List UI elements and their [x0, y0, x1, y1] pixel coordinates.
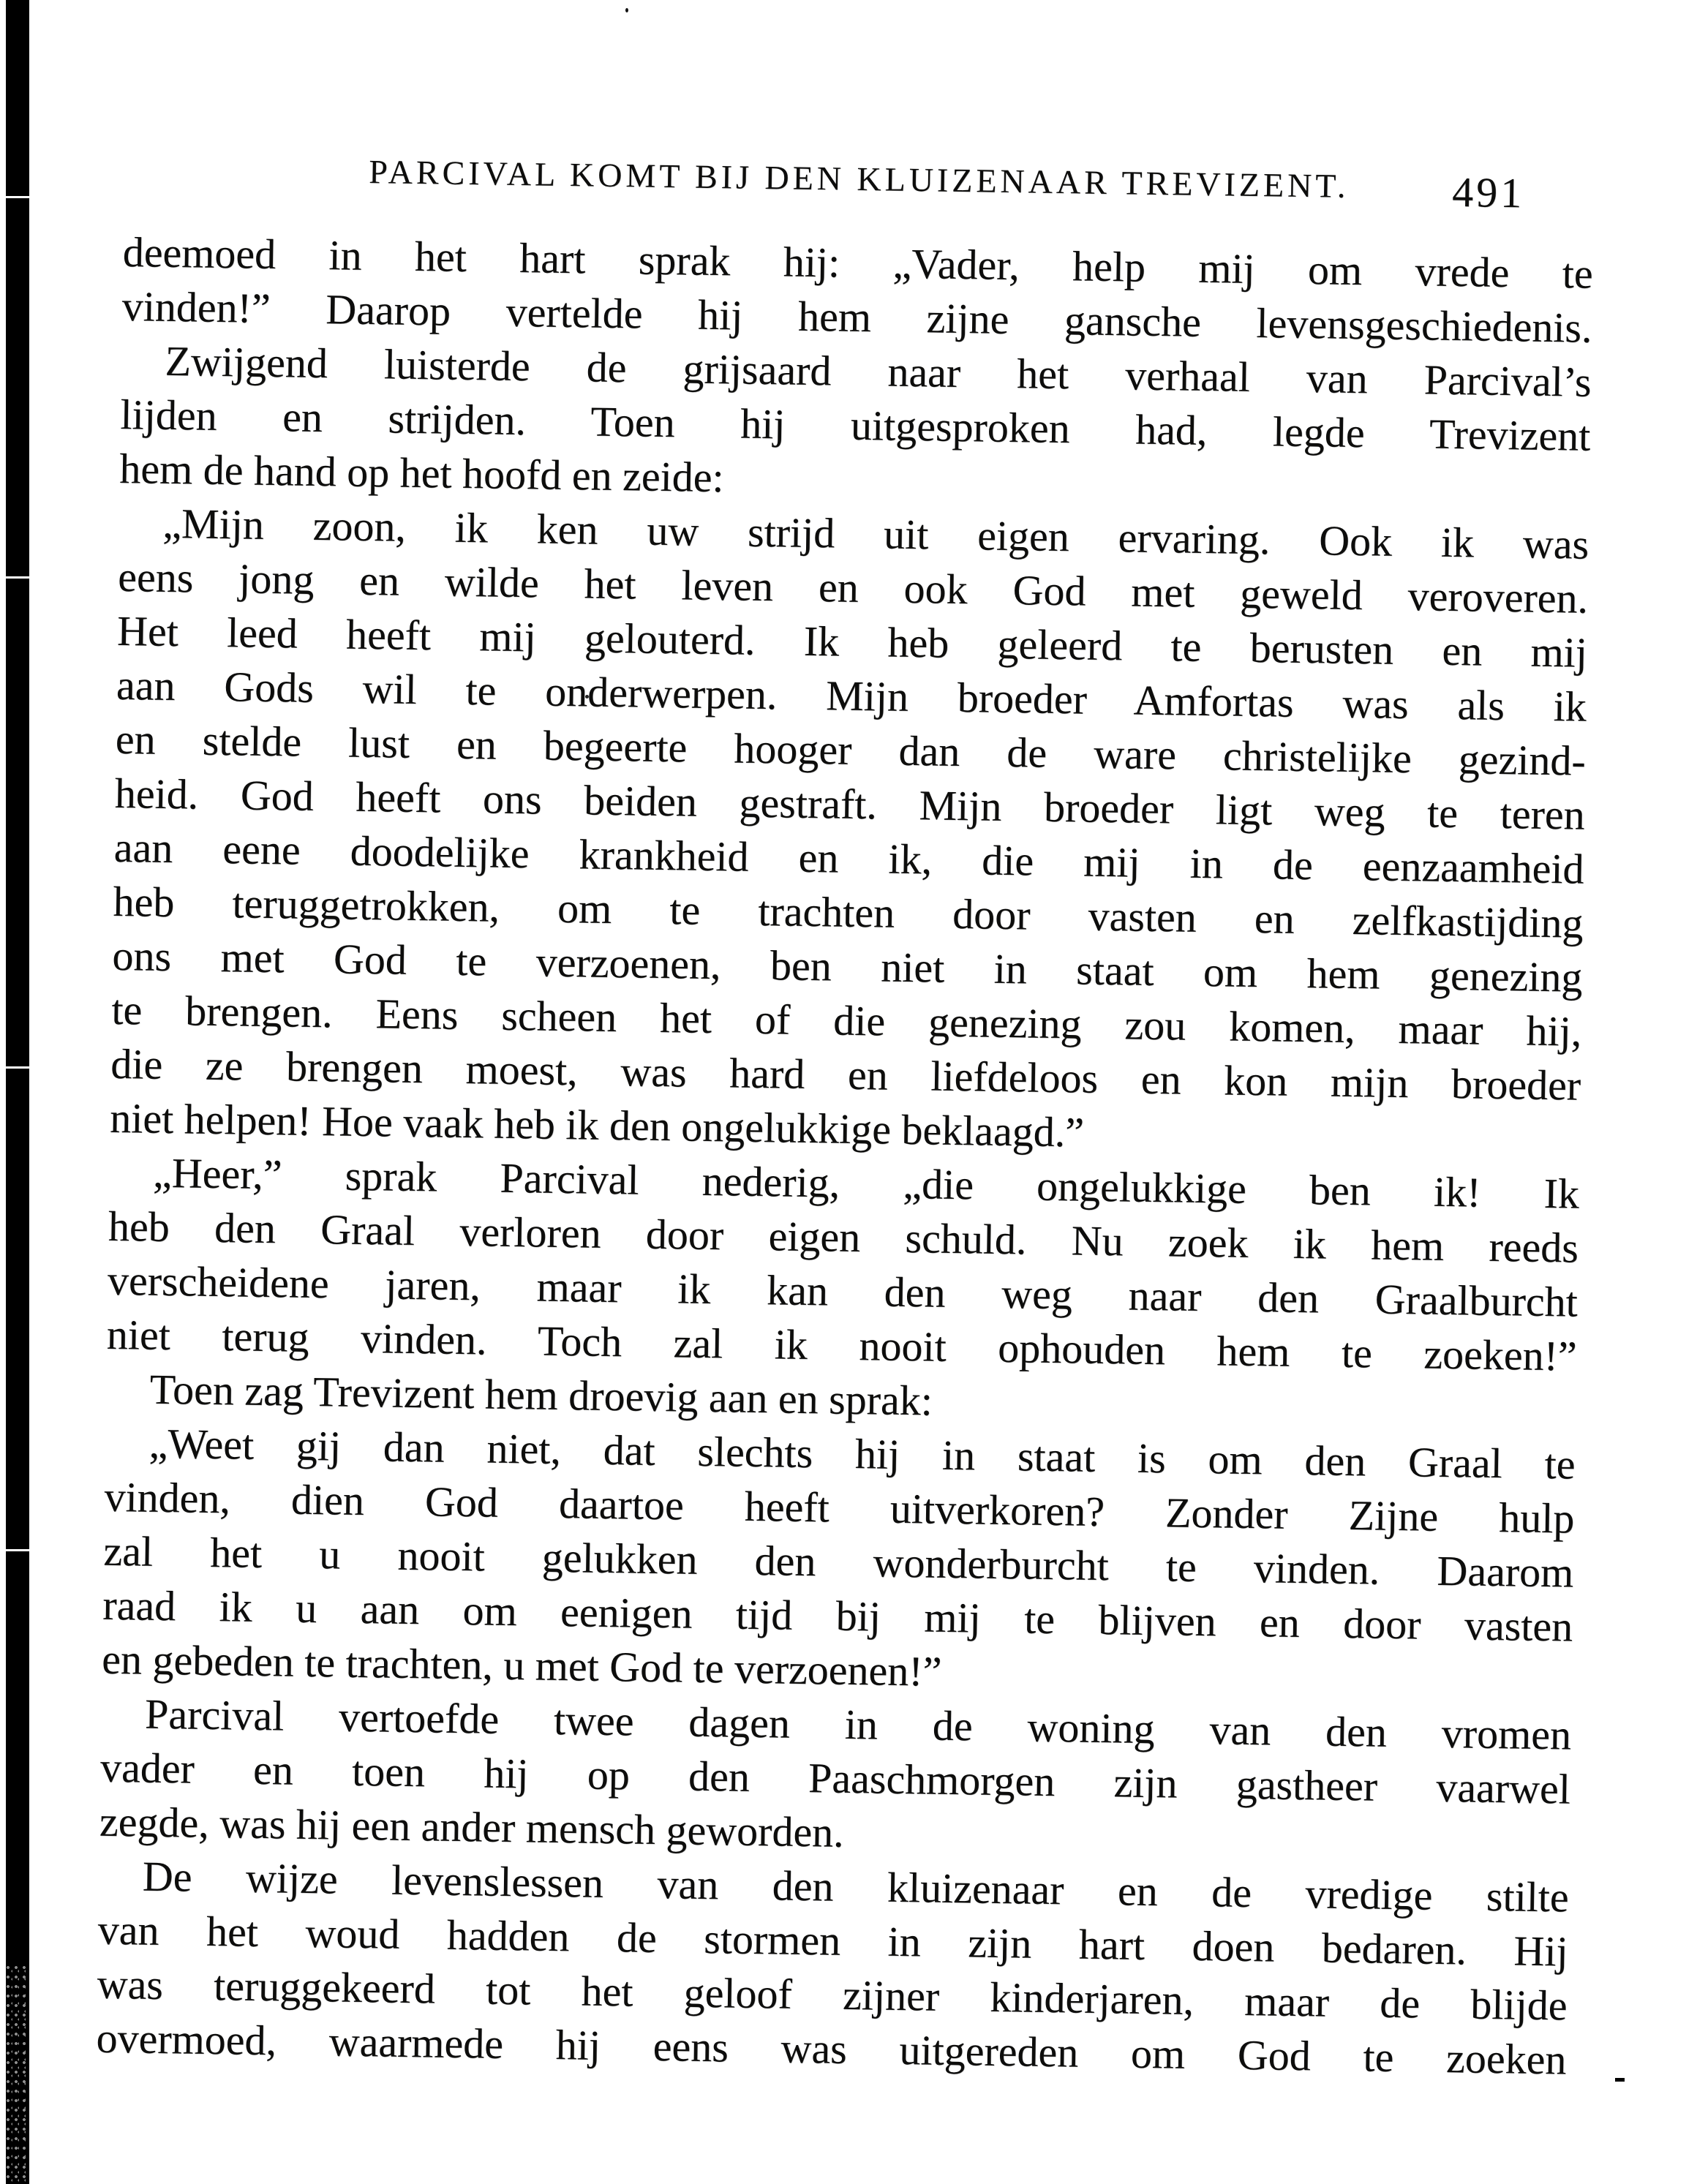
text-line: zegde, was hij een ander mensch geworden. [99, 1797, 845, 1856]
text-line: raad ik u aan om eenigen tijd bij mij te blijven en door vasten [102, 1581, 1573, 1651]
text-line: Parcival vertoefde twee dagen in de woning van den vromen [144, 1690, 1572, 1759]
text-line: Het leed heeft mij gelouterd. Ik heb geleerd te berusten en mij [116, 606, 1588, 677]
scan-speck [625, 8, 628, 12]
text-line: niet terug vinden. Toch zal ik nooit ophouden hem te zoeken!” [106, 1310, 1578, 1380]
text-line: heid. God heeft ons beiden gestraft. Mijn broeder ligt weg te teren [114, 769, 1586, 839]
text-line: De wijze levenslessen van den kluizenaar en de vredige stilte [142, 1852, 1570, 1921]
text-line: „Weet gij dan niet, dat slechts hij in staat is om den Graal te [148, 1419, 1576, 1488]
text-line: lijden en strijden. Toen hij uitgesproken had, legde Trevizent [120, 390, 1591, 460]
text-line: vinden, dien God daartoe heeft uitverkoren? Zonder Zijne hulp [104, 1472, 1575, 1543]
scan-dash-artifact [1615, 2078, 1625, 2082]
text-line: „Mijn zoon, ik ken uw strijd uit eigen ervaring. Ook ik was [162, 499, 1589, 568]
text-line: heb teruggetrokken, om te trachten door vasten en zelfkastijding [113, 877, 1584, 947]
text-line: die ze brengen moest, was hard en liefdeloos en kon mijn broeder [110, 1039, 1581, 1110]
scan-edge-artifact [6, 0, 29, 2184]
text-line: deemoed in het hart sprak hij: „Vader, help mij om vrede te [122, 227, 1594, 298]
page-header [124, 146, 1595, 217]
text-line: verscheidene jaren, maar ik kan den weg naar den Graalburcht [107, 1256, 1579, 1326]
text-line: aan eene doodelijke krankheid en ik, die mij in de eenzaamheid [113, 823, 1585, 893]
text-line: aan Gods wil te onderwerpen. Mijn broeder Amfortas was als ik [116, 660, 1587, 731]
text-line: hem de hand op het hoofd en zeide: [118, 444, 725, 502]
text-line: ons met God te verzoenen, ben niet in staat om hem genezing [112, 931, 1583, 1001]
body-text [96, 225, 1593, 2087]
text-line: overmoed, waarmede hij eens was uitgereden om God te zoeken [96, 2014, 1567, 2084]
page-number: 491 [1451, 167, 1525, 217]
text-line: zal het u nooit gelukken den wonderburcht te vinden. Daarom [103, 1526, 1574, 1597]
text-line: vinden!” Daarop vertelde hij hem zijne gansche levensgeschiedenis. [121, 282, 1593, 352]
text-line: „Heer,” sprak Parcival nederig, „die ongelukkige ben ik! Ik [152, 1148, 1580, 1218]
text-line: te brengen. Eens scheen het of die genezing zou komen, maar hij, [111, 985, 1582, 1055]
text-line: en stelde lust en begeerte hooger dan de ware christelijke gezind- [115, 715, 1587, 785]
text-line: vader en toen hij op den Paaschmorgen zijn gastheer vaarwel [99, 1743, 1571, 1813]
text-line: eens jong en wilde het leven en ook God met geweld veroveren. [117, 552, 1589, 622]
text-line: van het woud hadden de stormen in zijn hart doen bedaren. Hij [97, 1905, 1569, 1976]
text-line: en gebeden te trachten, u met God te verzoenen!” [101, 1635, 942, 1695]
text-line: heb den Graal verloren door eigen schuld. Nu zoek ik hem reeds [108, 1202, 1579, 1272]
text-line: niet helpen! Hoe vaak heb ik den ongelukkige beklaagd.” [109, 1093, 1085, 1156]
page-content [96, 146, 1595, 2087]
text-line: Zwijgend luisterde de grijsaard naar het verhaal van Parcival’s [165, 336, 1592, 406]
running-title: PARCIVAL KOMT BIJ DEN KLUIZENAAR TREVIZENT. [368, 152, 1350, 205]
text-line: Toen zag Trevizent hem droevig aan en sprak: [149, 1365, 933, 1425]
text-line: was teruggekeerd tot het geloof zijner kinderjaren, maar de blijde [97, 1959, 1568, 2030]
